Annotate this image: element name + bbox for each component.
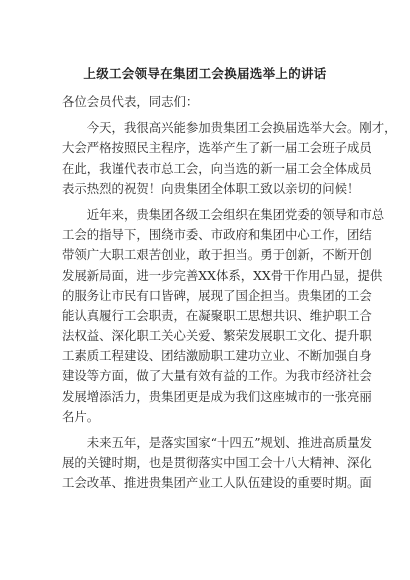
text-line: 带领广大职工艰苦创业，敢于担当。勇于创新，不断开创	[62, 247, 372, 263]
paragraph-1	[62, 118, 397, 199]
text-line: 建设等方面，做了大量有效有益的工作。为我市经济社会	[62, 368, 372, 384]
document-body	[62, 92, 397, 494]
text-line: 的服务让市民有口皆碑，展现了国企担当。贵集团的工会	[62, 287, 372, 303]
text-line: 工会的指导下，围绕市委、市政府和集团中心工作，团结	[62, 227, 372, 243]
text-line: 未来五年，是落实国家“十四五”规划、推进高质量发	[62, 435, 373, 450]
paragraph-3	[62, 433, 373, 494]
text-line: 发展增添活力，贵集团更是成为我们这座城市的一张亮丽	[62, 388, 372, 404]
text-line: 法权益、深化职工关心关爱、繁荣发展职工文化、提升职	[62, 328, 372, 344]
text-line: 名片。	[62, 408, 100, 424]
paragraph-2	[62, 205, 385, 427]
salutation: 各位会员代表，同志们：	[62, 94, 199, 109]
text-line: 工会改革、推进贵集团产业工人队伍建设的重要时期。面	[62, 475, 372, 491]
text-line: 发展新局面，进一步完善XX体系，XX骨干作用凸显，提供	[62, 267, 383, 283]
text-line: 工素质工程建设、团结激励职工建功立业、不断加强自身	[62, 348, 372, 364]
text-line: 展的关键时期，也是贯彻落实中国工会十八大精神、深化	[62, 455, 372, 471]
text-line: 能认真履行工会职责，在凝聚职工思想共识、维护职工合	[62, 307, 372, 323]
text-line: 在此，我谨代表市总工会，向当选的新一届工会全体成员	[62, 160, 372, 176]
text-line: 近年来，贵集团各级工会组织在集团党委的领导和市总	[62, 206, 385, 222]
text-line: 表示热烈的祝贺！向贵集团全体职工致以亲切的问候！	[62, 180, 360, 196]
text-line: 今天，我很高兴能参加贵集团工会换届选举大会。刚才，	[62, 120, 397, 136]
document-title: 上级工会领导在集团工会换届选举上的讲话	[83, 66, 327, 81]
text-line: 大会严格按照民主程序，选举产生了新一届工会班子成员	[62, 140, 372, 156]
